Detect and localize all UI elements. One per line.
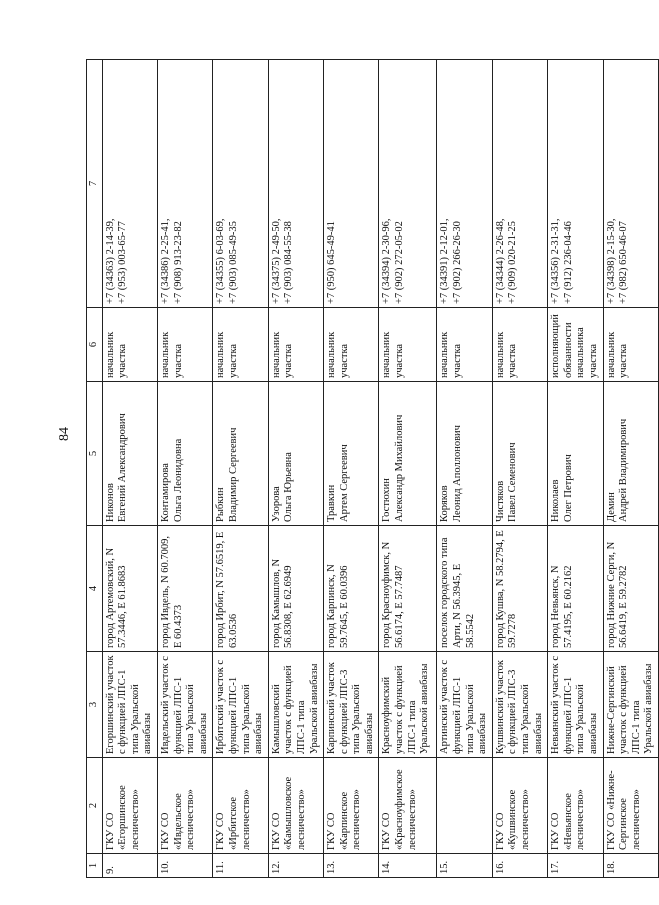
responsible-person (157, 382, 212, 526)
fire-station-unit: Камышловский участок с функцией ЛПС-1 типа Уральской авиабазы (268, 652, 323, 758)
row-number: 13. (324, 854, 379, 878)
given-names: Ольга Юрьевна (283, 452, 295, 522)
phone-numbers (548, 60, 603, 308)
row-number: 18. (603, 854, 658, 878)
location-coordinates: город Нижние Серги, N 56.6419, E 59.2782 (603, 526, 658, 652)
fire-station-unit: Красноуфимский участок с функцией ЛПС-1 типа Уральской авиабазы (379, 652, 437, 758)
table-row (379, 60, 437, 878)
phone-number: +7 (34355) 6-03-69, (215, 218, 227, 304)
given-names: Ольга Леонидовна (172, 438, 184, 522)
table-row (492, 60, 547, 878)
row-number: 17. (548, 854, 603, 878)
surname: Николаев (550, 479, 562, 522)
job-position: начальник участка (102, 308, 157, 382)
responsible-person (213, 382, 268, 526)
table-row (157, 60, 212, 878)
forestry-name: ГКУ СО «Карпинское лесничество» (324, 758, 379, 854)
phone-number: +7 (912) 236-04-46 (562, 221, 574, 304)
job-position: начальник участка (603, 308, 658, 382)
forestry-name: ГКУ СО «Нижне-Сергинское лесничество» (603, 758, 658, 854)
surname: Гостюхин (381, 478, 393, 522)
fire-station-unit: Нижне-Сергинский участок с функцией ЛПС-1 типа Уральской авиабазы (603, 652, 658, 758)
fire-station-unit: Ирбитский участок с функцией ЛПС-1 типа Уральской авиабазы (213, 652, 268, 758)
surname: Контамирова (159, 463, 171, 522)
phone-numbers (213, 60, 268, 308)
phone-number: +7 (950) 645-49-41 (326, 221, 338, 304)
phone-number: +7 (34386) 2-25-41, (159, 218, 171, 304)
given-names: Леонид Аполлонович (452, 425, 464, 522)
fire-station-unit: Артинский участок с функцией ЛПС-1 типа Уральской авиабазы (437, 652, 492, 758)
surname: Демин (605, 492, 617, 522)
phone-numbers (437, 60, 492, 308)
location-coordinates: город Карпинск, N 59.7645, E 60.0396 (324, 526, 379, 652)
row-number: 16. (492, 854, 547, 878)
phone-numbers (324, 60, 379, 308)
phone-number: +7 (902) 266-26-30 (452, 221, 464, 304)
row-number: 14. (379, 854, 437, 878)
forestry-name: ГКУ СО «Красноуфимское лесничество» (379, 758, 437, 854)
fire-station-unit: Ивдельский участок с функцией ЛПС-1 типа Уральской авиабазы (157, 652, 212, 758)
location-coordinates: город Артемовский, N 57.3446, E 61.8683 (102, 526, 157, 652)
row-number: 12. (268, 854, 323, 878)
phone-number: +7 (982) 650-46-07 (618, 221, 630, 304)
location-coordinates: город Ирбит, N 57.6519, E 63.0536 (213, 526, 268, 652)
given-names: Владимир Сергеевич (227, 427, 239, 522)
location-coordinates: город Невьянск, N 57.4195, E 60.2162 (548, 526, 603, 652)
phone-numbers (379, 60, 437, 308)
surname: Рыбкин (215, 487, 227, 522)
responsible-person (324, 382, 379, 526)
job-position: начальник участка (324, 308, 379, 382)
location-coordinates: город Красноуфимск, N 56.6174, E 57.7487 (379, 526, 437, 652)
column-number-3: 3 (87, 652, 103, 758)
table-row (437, 60, 492, 878)
forestry-name: ГКУ СО «Ивдельское лесничество» (157, 758, 212, 854)
phone-numbers (102, 60, 157, 308)
given-names: Олег Петрович (562, 454, 574, 522)
table-row (268, 60, 323, 878)
phone-numbers (603, 60, 658, 308)
location-coordinates: поселок городского типа Арти, N 56.3945, E 58.5542 (437, 526, 492, 652)
fire-station-unit: Кушвинский участок с функцией ЛПС-3 типа Уральской авиабазы (492, 652, 547, 758)
row-number: 9. (102, 854, 157, 878)
job-position: начальник участка (379, 308, 437, 382)
phone-number: +7 (909) 020-21-25 (507, 221, 519, 304)
responsible-person (437, 382, 492, 526)
surname: Никонов (104, 483, 116, 522)
phone-number: +7 (34394) 2-30-96, (381, 218, 393, 304)
forestry-name: ГКУ СО «Ирбитское лесничество» (213, 758, 268, 854)
forestry-name: ГКУ СО «Егоршинское лесничество» (102, 758, 157, 854)
phone-numbers (268, 60, 323, 308)
location-coordinates: город Кушва, N 58.2794, E 59.7278 (492, 526, 547, 652)
surname: Коряков (439, 485, 451, 522)
row-number: 11. (213, 854, 268, 878)
phone-numbers (492, 60, 547, 308)
table-body (102, 60, 658, 878)
phone-number: +7 (34356) 2-31-31, (550, 218, 562, 304)
row-number: 15. (437, 854, 492, 878)
phone-number: +7 (34375) 2-49-50, (270, 218, 282, 304)
page-number: 84 (57, 427, 72, 441)
table-row (603, 60, 658, 878)
responsible-person (102, 382, 157, 526)
phone-number: +7 (953) 003-65-77 (117, 221, 129, 304)
column-number-5: 5 (87, 382, 103, 526)
surname: Чистяков (494, 480, 506, 522)
column-number-4: 4 (87, 526, 103, 652)
column-number-1: 1 (87, 854, 103, 878)
given-names: Андрей Владимирович (618, 418, 630, 522)
column-number-6: 6 (87, 308, 103, 382)
phone-numbers (157, 60, 212, 308)
job-position: начальник участка (492, 308, 547, 382)
given-names: Евгений Александрович (117, 413, 129, 522)
responsible-person (379, 382, 437, 526)
job-position: начальник участка (157, 308, 212, 382)
given-names: Артем Сергеевич (338, 444, 350, 522)
rotated-table-container (86, 60, 655, 878)
phone-number: +7 (903) 084-55-38 (283, 221, 295, 304)
responsible-person (268, 382, 323, 526)
phone-number: +7 (34398) 2-15-30, (605, 218, 617, 304)
job-position: начальник участка (437, 308, 492, 382)
location-coordinates: город Камышлов, N 56.8308, E 62.6949 (268, 526, 323, 652)
forestry-name (437, 758, 492, 854)
phone-number: +7 (908) 913-23-82 (172, 221, 184, 304)
table-row (548, 60, 603, 878)
phone-number: +7 (34391) 2-12-01, (439, 218, 451, 304)
row-number: 10. (157, 854, 212, 878)
phone-number: +7 (34363) 2-14-39, (104, 218, 116, 304)
surname: Узорова (270, 486, 282, 522)
forestry-name: ГКУ СО «Кушвинское лесничество» (492, 758, 547, 854)
column-number-7: 7 (87, 60, 103, 308)
responsible-person (603, 382, 658, 526)
surname: Травкин (326, 484, 338, 522)
location-coordinates: город Ивдель, N 60.7009, E 60.4373 (157, 526, 212, 652)
phone-number: +7 (34344) 2-26-48, (494, 218, 506, 304)
fire-station-unit: Невьянский участок с функцией ЛПС-1 типа Уральской авиабазы (548, 652, 603, 758)
table-row (102, 60, 157, 878)
table-row (324, 60, 379, 878)
responsible-person (492, 382, 547, 526)
responsible-person (548, 382, 603, 526)
phone-number: +7 (903) 085-49-35 (227, 221, 239, 304)
column-numbers-row (87, 60, 103, 878)
given-names: Павел Семенович (507, 442, 519, 522)
fire-station-unit: Егоршинский участок с функцией ЛПС-1 типа Уральской авиабазы (102, 652, 157, 758)
forestry-name: ГКУ СО «Камышловское лесничество» (268, 758, 323, 854)
job-position: начальник участка (268, 308, 323, 382)
forestry-contacts-table (86, 59, 659, 878)
forestry-name: ГКУ СО «Невьянское лесничество» (548, 758, 603, 854)
table-row (213, 60, 268, 878)
job-position: начальник участка (213, 308, 268, 382)
job-position: исполняющий обязанности начальника участка (548, 308, 603, 382)
column-number-2: 2 (87, 758, 103, 854)
phone-number: +7 (902) 272-05-02 (394, 221, 406, 304)
given-names: Александр Михайлович (394, 414, 406, 522)
fire-station-unit: Карпинский участок с функцией ЛПС-3 типа Уральской авиабазы (324, 652, 379, 758)
